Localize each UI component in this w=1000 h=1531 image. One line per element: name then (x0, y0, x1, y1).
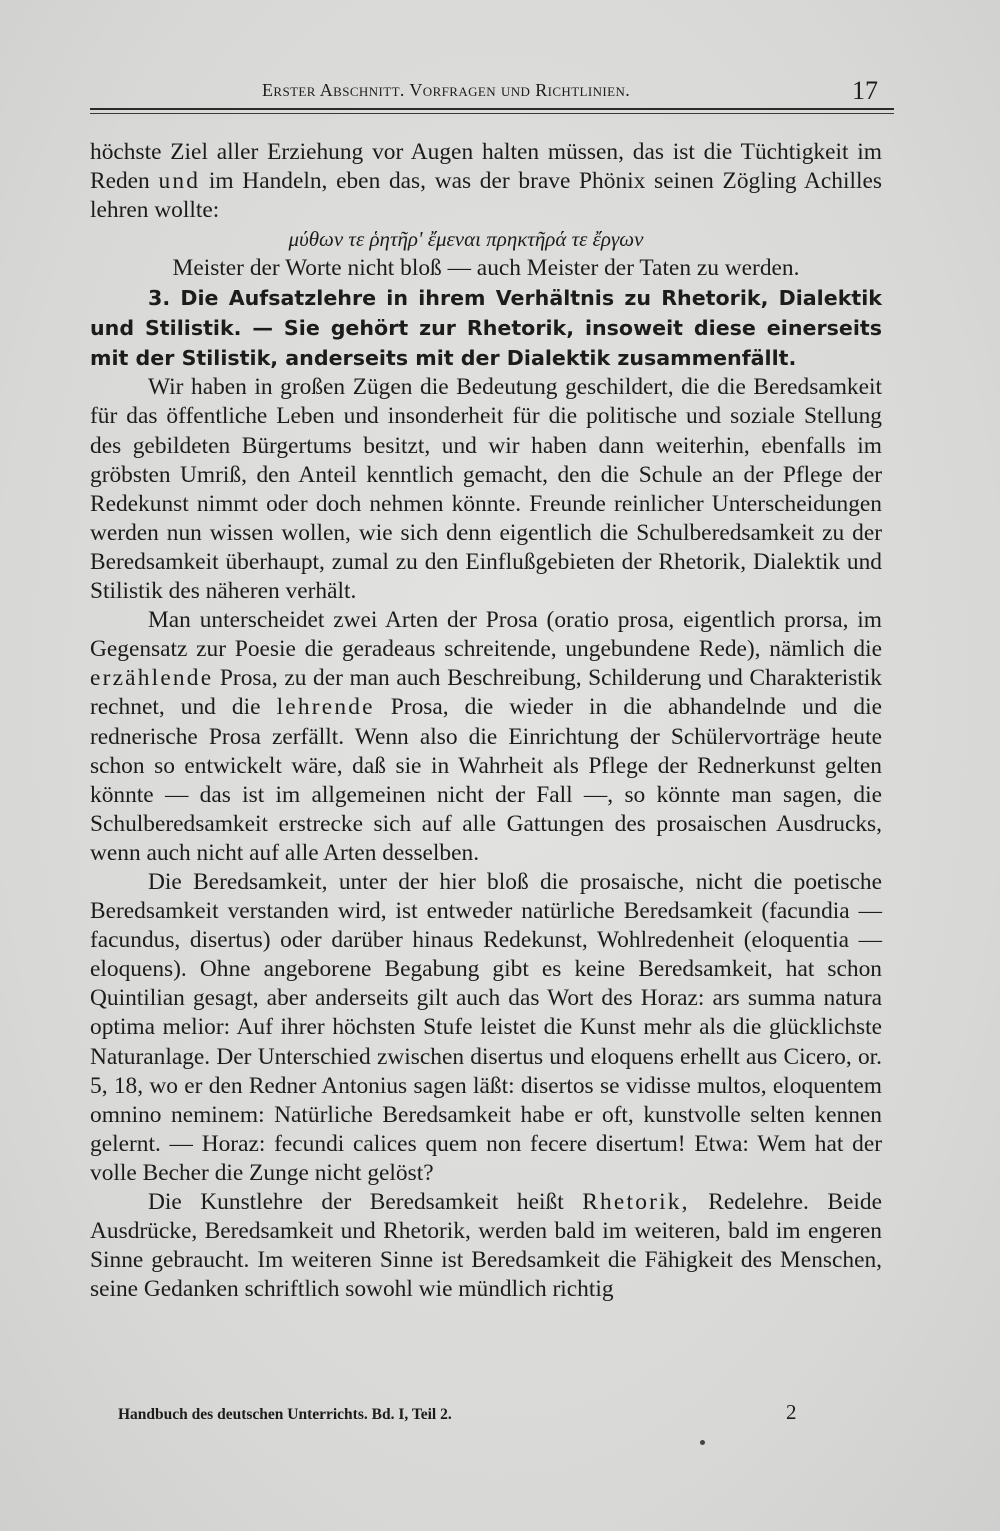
greek-verse: μύθων τε ῥητῆρ' ἔμεναι πρηκτῆρά τε ἔργων (288, 227, 644, 252)
paragraph-1-text: höchste Ziel aller Erziehung vor Augen halten müssen, das ist die Tüchtigkeit im Reden (90, 139, 882, 195)
page-number: 17 (852, 76, 878, 105)
spaced-word-und: und (158, 168, 201, 195)
running-head: Erster Abschnitt. Vorfragen und Richtlinien. (262, 80, 631, 100)
paragraph-3-b: Prosa, zu der man auch Beschreibung, Schilderung und Charakteristik rechnet, und die (90, 665, 882, 721)
footer-note: Handbuch des deutschen Unterrichts. Bd. I, Teil 2. (118, 1406, 452, 1423)
paragraph-5-a: Die Kunstlehre der Beredsamkeit heißt (148, 1189, 564, 1215)
section-heading (90, 283, 882, 373)
header-rule-thin (90, 113, 894, 114)
spaced-word-rhetorik: Rhetorik, (582, 1189, 690, 1215)
paragraph-5-b: Redelehre. Beide Ausdrücke, Beredsamkeit und Rhetorik, werden bald im weiteren, bald im engeren Sinne gebraucht. Im weiteren Sinne ist Beredsamkeit die Fähigkeit des Menschen, seine Gedanken schriftlich sowohl wie mündlich richtig (90, 1189, 882, 1303)
section-heading-text: Die Aufsatzlehre in ihrem Verhältnis zu Rhetorik, Dialektik und Stilistik. — Sie gehört zur Rhetorik, insoweit diese einerseits mit der Stilistik, anderseits mit der Dialektik zusammenfällt. (90, 286, 882, 371)
spaced-word-erzaehlende: erzählende (90, 665, 214, 692)
header-rule-thick (90, 108, 894, 110)
body-text (90, 138, 882, 1304)
spaced-word-lehrende: lehrende (276, 694, 375, 721)
paragraph-4: Die Beredsamkeit, unter der hier bloß die prosaische, nicht die poetische Beredsamkeit verstanden wird, ist entweder natürliche Beredsamkeit (facundia — facundus, disertus) oder darüber hinaus Redekunst, Wohlredenheit (eloquentia — eloquens). Ohne angeborene Begabung gibt es keine Beredsamkeit, hat schon Quintilian gesagt, aber anderseits gilt auch das Wort des Horaz: ars summa natura optima melior: Auf ihrer höchsten Stufe leistet die Kunst mehr als die glücklichste Naturanlage. Der Unterschied zwischen disertus und eloquens erhellt aus Cicero, or. 5, 18, wo er den Redner Antonius sagen läßt: disertos se vidisse multos, eloquentem omnino neminem: Natürliche Beredsamkeit habe er oft, kunstvolle selten kennen gelernt. — Horaz: fecundi calices quem non fecere disertum! Etwa: Wem hat der volle Becher die Zunge nicht gelöst? (90, 868, 882, 1186)
paragraph-2: Wir haben in großen Zügen die Bedeutung geschildert, die die Beredsamkeit für das öffentliche Leben und insonderheit für die politische und soziale Stellung des gebildeten Bürgertums besitzt, und wir haben dann weiterhin, ebenfalls im gröbsten Umriß, den Anteil kenntlich gemacht, den die Schule an der Pflege der Redekunst nimmt oder doch nehmen könnte. Freunde reinlicher Unterscheidungen werden nun wissen wollen, wie sich denn eigentlich die Schulberedsamkeit zu der Beredsamkeit überhaupt, zumal zu den Einflußgebieten der Rhetorik, Dialektik und Stilistik des näheren verhält. (90, 374, 882, 605)
signature-mark: 2 (786, 1400, 797, 1424)
paragraph-3-a: Man unterscheidet zwei Arten der Prosa (oratio prosa, eigentlich prorsa, im Gegensatz zur Poesie die geradeaus schreitende, ungebundene Rede), nämlich die (90, 607, 882, 663)
ink-dot (700, 1440, 705, 1445)
paragraph-3 (90, 606, 882, 868)
german-verse: Meister der Worte nicht bloß — auch Meister der Taten zu werden. (172, 255, 800, 282)
paragraph-1 (90, 138, 882, 225)
section-number: 3. (148, 286, 171, 311)
paragraph-1-rest: im Handeln, eben das, was der brave Phönix seinen Zögling Achilles lehren wollte: (90, 168, 882, 224)
paragraph-5 (90, 1188, 882, 1304)
paragraph-3-c: Prosa, die wieder in die abhandelnde und die rednerische Prosa zerfällt. Wenn also die Einrichtung der Schülervorträge heute schon so entwickelt wäre, daß sie in Wahrheit als Pflege der Rednerkunst gelten könnte — das ist im allgemeinen nicht der Fall —, so könnte man sagen, die Schulberedsamkeit erstrecke sich auf alle Gattungen des prosaischen Ausdrucks, wenn auch nicht auf alle Arten desselben. (90, 694, 882, 866)
